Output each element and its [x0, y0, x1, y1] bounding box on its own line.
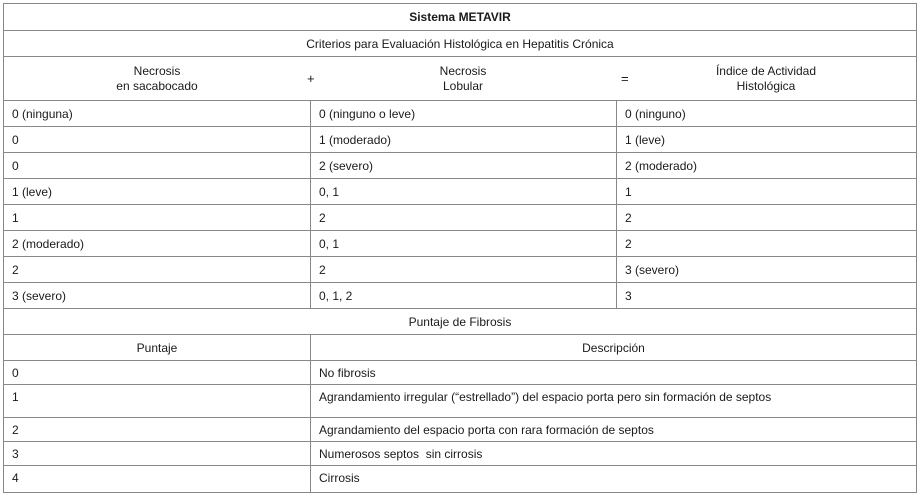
cell-descripcion: Agrandamiento irregular (“estrellado”) del espacio porta pero sin formación de septos [310, 385, 916, 417]
cell-puntaje: 3 [12, 446, 19, 461]
header-necrosis-sacabocado: Necrosis en sacabocado [116, 63, 198, 93]
cell-necrosis-sacabocado: 1 [12, 210, 19, 225]
cell-indice-actividad: 2 [616, 231, 916, 256]
title-row [4, 4, 916, 31]
header-descripcion: Descripción [310, 335, 916, 360]
subtitle-row [4, 31, 916, 57]
cell-indice-actividad: 0 (ninguno) [616, 101, 916, 126]
table-row [4, 361, 916, 385]
cell-necrosis-sacabocado: 2 (moderado) [12, 236, 85, 251]
cell-necrosis-lobular: 0 (ninguno o leve) [310, 101, 616, 126]
cell-necrosis-sacabocado: 0 [12, 132, 19, 147]
cell-necrosis-lobular: 0, 1 [310, 179, 616, 204]
cell-descripcion: No fibrosis [310, 361, 916, 384]
table-row [4, 283, 916, 309]
cell-necrosis-sacabocado: 3 (severo) [12, 288, 67, 303]
cell-indice-actividad: 3 [616, 283, 916, 308]
cell-indice-actividad: 2 [616, 205, 916, 230]
fibrosis-header-row [4, 335, 916, 361]
cell-necrosis-lobular: 0, 1, 2 [310, 283, 616, 308]
header-indice-actividad: Índice de Actividad Histológica [715, 63, 817, 93]
cell-necrosis-sacabocado: 1 (leve) [12, 184, 53, 199]
fibrosis-title-row [4, 309, 916, 335]
table-row [4, 385, 916, 418]
cell-indice-actividad: 2 (moderado) [616, 153, 916, 178]
cell-indice-actividad: 1 [616, 179, 916, 204]
cell-necrosis-lobular: 2 [310, 205, 616, 230]
table-subtitle: Criterios para Evaluación Histológica en Hepatitis Crónica [306, 36, 614, 51]
cell-necrosis-sacabocado: 0 (ninguna) [12, 106, 73, 121]
table-row [4, 231, 916, 257]
cell-puntaje: 0 [12, 365, 19, 380]
activity-header-row [4, 57, 916, 101]
table-row [4, 127, 916, 153]
cell-necrosis-lobular: 1 (moderado) [310, 127, 616, 152]
table-row [4, 153, 916, 179]
cell-descripcion: Numerosos septos sin cirrosis [310, 442, 916, 465]
table-row [4, 205, 916, 231]
cell-puntaje: 2 [12, 422, 19, 437]
header-necrosis-lobular: Necrosis Lobular [439, 63, 487, 93]
cell-puntaje: 1 [12, 390, 19, 404]
cell-puntaje: 4 [12, 471, 19, 485]
table-row [4, 179, 916, 205]
equals-operator: = [621, 71, 629, 86]
metavir-table [3, 3, 917, 493]
table-row [4, 442, 916, 466]
cell-necrosis-lobular: 0, 1 [310, 231, 616, 256]
cell-indice-actividad: 3 (severo) [616, 257, 916, 282]
cell-necrosis-lobular: 2 (severo) [310, 153, 616, 178]
cell-necrosis-lobular: 2 [310, 257, 616, 282]
table-row [4, 466, 916, 492]
table-title: Sistema METAVIR [409, 10, 511, 24]
cell-indice-actividad: 1 (leve) [616, 127, 916, 152]
table-row [4, 418, 916, 442]
header-puntaje: Puntaje [136, 340, 178, 355]
plus-operator: + [307, 71, 315, 86]
cell-descripcion: Cirrosis [310, 466, 916, 492]
cell-descripcion: Agrandamiento del espacio porta con rara formación de septos [310, 418, 916, 441]
cell-necrosis-sacabocado: 2 [12, 262, 19, 277]
table-row [4, 101, 916, 127]
cell-necrosis-sacabocado: 0 [12, 158, 19, 173]
table-row [4, 257, 916, 283]
fibrosis-title: Puntaje de Fibrosis [408, 314, 512, 329]
